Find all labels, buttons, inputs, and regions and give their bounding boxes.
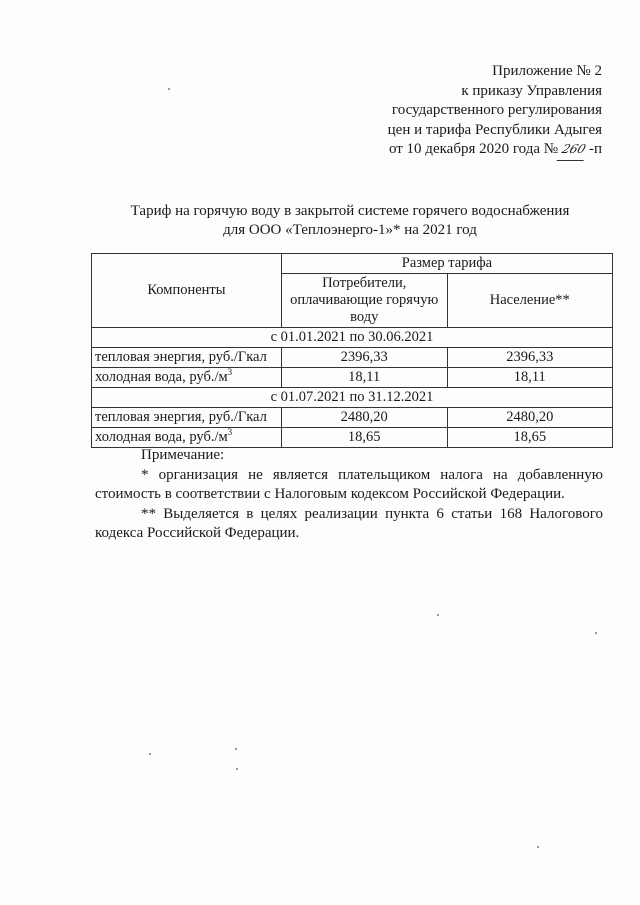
note-2: ** Выделяется в целях реализации пункта 6 статьи 168 Налогового кодекса Российской Федерации. [95, 505, 603, 541]
header-components: Компоненты [92, 254, 282, 328]
row-consumers-value: 2480,20 [281, 408, 447, 428]
note-1: * организация не является плательщиком налога на добавленную стоимость в соответствии с Налоговым кодексом Российской Федерации. [95, 466, 603, 502]
table-row [92, 428, 613, 448]
row-consumers-value: 18,11 [281, 368, 447, 388]
title-line-2: для ООО «Теплоэнерго-1»* на 2021 год [223, 222, 477, 238]
annex-line-1: Приложение № 2 [492, 63, 602, 79]
period-label: с 01.07.2021 по 31.12.2021 [92, 388, 613, 408]
scan-speck [595, 632, 597, 634]
title-line-1: Тариф на горячую воду в закрытой системе горячего водоснабжения [130, 203, 570, 219]
row-component: холодная вода, $руб./м^3$ [92, 428, 282, 448]
annex-line-2: к приказу Управления [461, 82, 602, 99]
scan-speck [236, 768, 238, 770]
row-consumers-value: 18,65 [281, 428, 447, 448]
notes-heading: Примечание: [141, 447, 225, 463]
table-row [92, 408, 613, 428]
annex-line-5 [388, 140, 602, 161]
scan-speck [168, 88, 170, 90]
scan-speck [437, 614, 439, 616]
tariff-table [91, 253, 613, 448]
table-row [92, 368, 613, 388]
header-population: Население** [447, 274, 612, 328]
scan-speck [537, 846, 539, 848]
annex-suffix: -п [588, 141, 602, 157]
annex-line-3: государственного регулирования [391, 102, 602, 118]
header-tariff-size: Размер тарифа [281, 254, 612, 274]
annex-block [388, 62, 602, 161]
period-label: с 01.01.2021 по 30.06.2021 [92, 328, 613, 348]
scan-speck [149, 753, 151, 755]
row-component: тепловая энергия, руб./Гкал [92, 348, 282, 368]
row-consumers-value: 2396,33 [281, 348, 447, 368]
annex-date: от 10 декабря 2020 года № [388, 141, 559, 157]
notes-block [95, 446, 603, 544]
row-population-value: 2480,20 [447, 408, 612, 428]
annex-line-4: цен и тарифа Республики Адыгея [387, 121, 602, 138]
order-number-handwritten: 260 [557, 140, 591, 161]
row-population-value: 2396,33 [447, 348, 612, 368]
row-population-value: 18,11 [447, 368, 612, 388]
row-population-value: 18,65 [447, 428, 612, 448]
table-row [92, 348, 613, 368]
scan-speck [235, 748, 237, 750]
document-title [60, 202, 640, 240]
header-consumers: Потребители, оплачивающие горячую воду [281, 274, 447, 328]
row-component: тепловая энергия, руб./Гкал [92, 408, 282, 428]
row-component: холодная вода, $руб./м^3$ [92, 368, 282, 388]
